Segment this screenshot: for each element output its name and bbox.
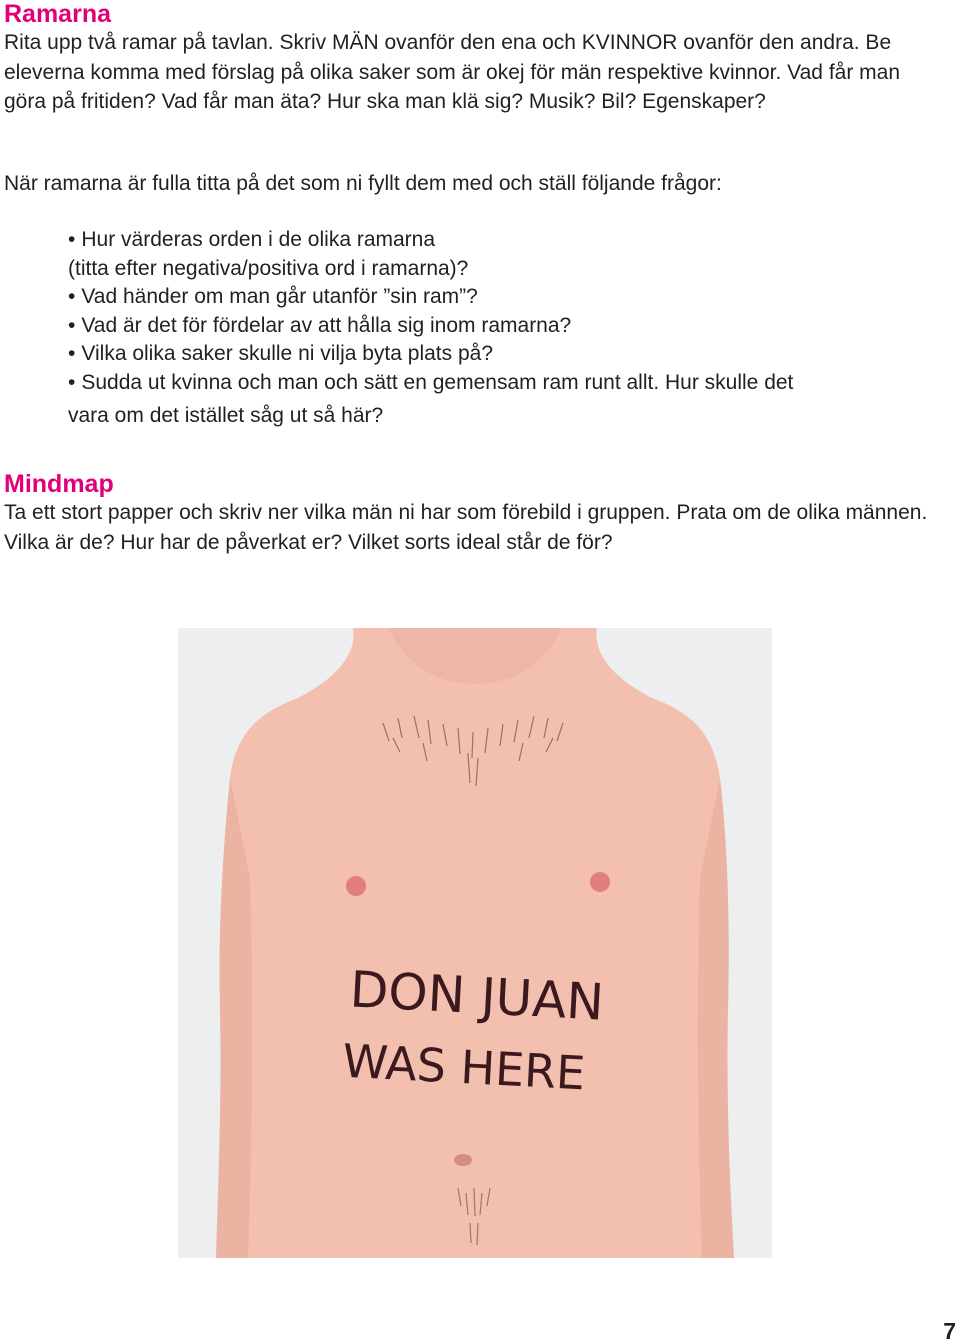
question-item bbox=[68, 283, 948, 312]
bullet: • bbox=[68, 342, 76, 365]
question-text: Vad händer om man går utanför ”sin ram”? bbox=[81, 285, 478, 308]
section-heading-mindmap: Mindmap bbox=[4, 470, 114, 498]
question-item bbox=[68, 312, 948, 341]
section-heading-ramarna: Ramarna bbox=[4, 0, 111, 28]
bodypaint-line-2: WAS HERE bbox=[341, 1033, 587, 1101]
nipple-right bbox=[590, 872, 610, 892]
mindmap-paragraph: Ta ett stort papper och skriv ner vilka män ni har som förebild i gruppen. Prata om de olika männen. Vilka är de? Hur har de påverkat er? Vilket sorts ideal står de för? bbox=[4, 501, 928, 554]
bodypaint-line-1: DON JUAN bbox=[348, 960, 606, 1032]
question-text: Sudda ut kvinna och man och sätt en gemensam ram runt allt. Hur skulle det bbox=[81, 370, 794, 394]
bullet: • bbox=[68, 313, 76, 337]
bullet: • bbox=[68, 285, 76, 308]
question-item bbox=[68, 369, 948, 431]
bullet: • bbox=[68, 228, 76, 251]
navel bbox=[454, 1154, 472, 1166]
question-continuation: vara om det istället såg ut så här? bbox=[68, 404, 384, 427]
torso-skin bbox=[216, 628, 734, 1258]
question-text: Hur värderas orden i de olika ramarna bbox=[81, 228, 436, 251]
bullet: • bbox=[68, 370, 76, 394]
question-item bbox=[68, 340, 948, 369]
torso-illustration bbox=[178, 628, 772, 1258]
question-list bbox=[68, 226, 948, 431]
intro-paragraph: Rita upp två ramar på tavlan. Skriv MÄN ovanför den ena och KVINNOR ovanför den andra. Be eleverna komma med förslag på olika saker som är okej för män respektive kvinnor. Vad får man göra på fritiden? Vad får man äta? Hur ska man klä sig? Musik? Bil? Egenskaper? bbox=[4, 31, 901, 113]
question-text: Vad är det för fördelar av att hålla sig inom ramarna? bbox=[81, 313, 572, 337]
nipple-left bbox=[346, 876, 366, 896]
question-item bbox=[68, 226, 948, 283]
question-continuation: (titta efter negativa/positiva ord i ramarna)? bbox=[68, 256, 469, 280]
page-number: 7 bbox=[943, 1318, 956, 1344]
torso-photo bbox=[178, 628, 772, 1258]
lead-paragraph: När ramarna är fulla titta på det som ni fyllt dem med och ställ följande frågor: bbox=[4, 172, 722, 195]
question-text: Vilka olika saker skulle ni vilja byta plats på? bbox=[81, 342, 494, 365]
